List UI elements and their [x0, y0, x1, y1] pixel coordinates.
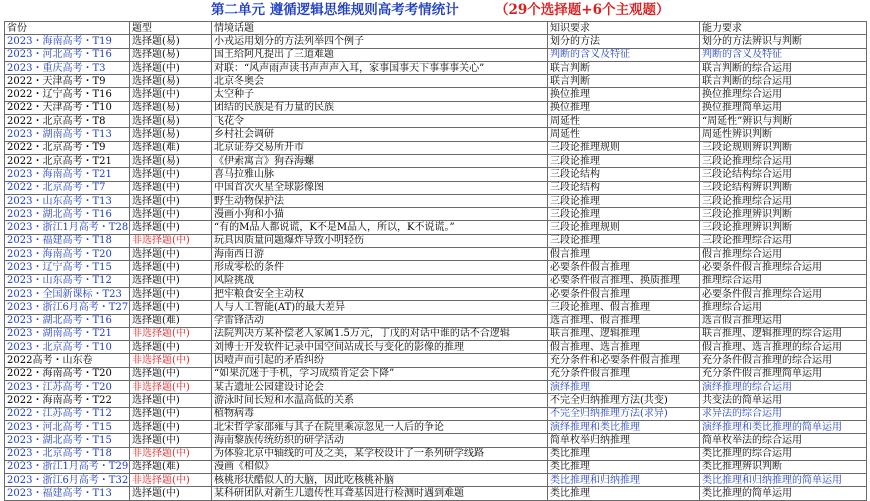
table-row — [5, 61, 867, 74]
cell-type: 选择题(易) — [130, 115, 212, 128]
cell-context: 海南黎族传统纺织的研学活动 — [212, 434, 548, 447]
cell-knowledge: 三段论推理、假言推理 — [548, 301, 700, 314]
cell-ability: 假言推理综合运用 — [700, 248, 867, 261]
cell-context: 风险挑战 — [212, 274, 548, 287]
cell-type: 选择题(中) — [130, 194, 212, 207]
cell-province: 2023・湖北高考・T16 — [5, 208, 130, 221]
cell-knowledge: 三段论结构 — [548, 168, 700, 181]
cell-knowledge: 联言判断 — [548, 75, 700, 88]
cell-province: 2023・重庆高考・T3 — [5, 61, 130, 74]
cell-context: “有的M品人都说谎，K不是M品人，所以，K不说谎。” — [212, 221, 548, 234]
cell-context: 中国首次火星全球影像图 — [212, 181, 548, 194]
cell-province: 2022・北京高考・T9 — [5, 141, 130, 154]
cell-context: 对联：“风声雨声读书声声声入耳，家事国事天下事事事关心” — [212, 61, 548, 74]
cell-context: 法院判决方某补偿老人家属1.5万元，丁戊的对话中谁的话不合逻辑 — [212, 327, 548, 340]
cell-type: 选择题(中) — [130, 434, 212, 447]
cell-type: 选择题(易) — [130, 101, 212, 114]
table-row — [5, 460, 867, 473]
cell-province: 2022高考・山东卷 — [5, 354, 130, 367]
cell-ability: 三段论推理辨识判断 — [700, 221, 867, 234]
cell-province: 2023・北京高考・T18 — [5, 447, 130, 460]
cell-type: 选择题(易) — [130, 154, 212, 167]
cell-context: 《伊索寓言》狗吞海螺 — [212, 154, 548, 167]
cell-province: 2022・江苏高考・T12 — [5, 407, 130, 420]
cell-province: 2022・辽宁高考・T16 — [5, 88, 130, 101]
cell-province: 2023・河北高考・T15 — [5, 420, 130, 433]
cell-knowledge: 类比推理 — [548, 460, 700, 473]
cell-context: 野生动物保护法 — [212, 194, 548, 207]
table-row — [5, 248, 867, 261]
document-title — [0, 0, 870, 21]
cell-ability: 三段论推理综合运用 — [700, 194, 867, 207]
cell-knowledge: 演绎推理 — [548, 381, 700, 394]
cell-context: 小戎运用划分的方法列举四个例子 — [212, 35, 548, 48]
cell-context: 某古遗址公园建设讨论会 — [212, 381, 548, 394]
cell-province: 2022・北京高考・T7 — [5, 181, 130, 194]
table-row — [5, 208, 867, 221]
cell-context: 植物病毒 — [212, 407, 548, 420]
cell-type: 选择题(中) — [130, 394, 212, 407]
cell-knowledge: 演绎推理和类比推理 — [548, 420, 700, 433]
cell-province: 2023・福建高考・T13 — [5, 487, 130, 500]
cell-knowledge: 不完全归纳推理方法(求异) — [548, 407, 700, 420]
cell-context: 北京证券交易所开市 — [212, 141, 548, 154]
table-row — [5, 261, 867, 274]
cell-knowledge: 充分条件和必要条件假言推理 — [548, 354, 700, 367]
cell-ability: 选言假言推理运用 — [700, 314, 867, 327]
cell-context: 刘博士开发软件记录中国空间站成长与变化的影像的推理 — [212, 341, 548, 354]
cell-type: 非选择题(中) — [130, 327, 212, 340]
cell-type: 选择题(中) — [130, 181, 212, 194]
cell-knowledge: 必要条件假言推理 — [548, 261, 700, 274]
exam-stats-table — [4, 21, 867, 501]
cell-ability: “周延性”辨识与判断 — [700, 115, 867, 128]
cell-type: 选择题(中) — [130, 420, 212, 433]
cell-context: 漫画小狗和小猫 — [212, 208, 548, 221]
table-row — [5, 274, 867, 287]
cell-ability: 求异法的综合运用 — [700, 407, 867, 420]
cell-ability: 三段论结构综合运用 — [700, 168, 867, 181]
cell-context: 喜马拉雅山脉 — [212, 168, 548, 181]
cell-type: 非选择题(中) — [130, 474, 212, 487]
cell-type: 选择题(中) — [130, 61, 212, 74]
cell-ability: 三段论推理综合运用 — [700, 154, 867, 167]
cell-province: 2023・浙江6月高考・T32 — [5, 474, 130, 487]
cell-knowledge: 类比推理和归纳推理 — [548, 474, 700, 487]
table-row — [5, 141, 867, 154]
cell-context: 游泳时间长短和水温高低的关系 — [212, 394, 548, 407]
cell-type: 选择题(易) — [130, 75, 212, 88]
table-row — [5, 75, 867, 88]
cell-ability: 推理综合运用 — [700, 274, 867, 287]
cell-ability: 类比推理和归纳推理的简单运用 — [700, 474, 867, 487]
cell-ability: 必要条件假言推理综合运用 — [700, 287, 867, 300]
cell-province: 2023・浙江6月高考・T27 — [5, 301, 130, 314]
cell-knowledge: 换位推理 — [548, 101, 700, 114]
cell-ability: 类比推理的简单运用 — [700, 487, 867, 500]
cell-province: 2023・湖北高考・T15 — [5, 434, 130, 447]
cell-knowledge: 三段论结构 — [548, 181, 700, 194]
cell-ability: 联言判断的综合运用 — [700, 75, 867, 88]
cell-type: 选择题(难) — [130, 141, 212, 154]
cell-context: 学雷锋活动 — [212, 314, 548, 327]
cell-knowledge: 三段论推理规则 — [548, 141, 700, 154]
cell-context: 为体验北京中轴线的可及之美，某学校设计了一系列研学线路 — [212, 447, 548, 460]
cell-province: 2022・北京高考・T8 — [5, 115, 130, 128]
table-row — [5, 154, 867, 167]
table-row — [5, 287, 867, 300]
table-row — [5, 327, 867, 340]
cell-type: 选择题(中) — [130, 287, 212, 300]
cell-province: 2023・全国新课标・T23 — [5, 287, 130, 300]
cell-ability: 三段论推理辨识判断 — [700, 208, 867, 221]
cell-knowledge: 简单枚举归纳推理 — [548, 434, 700, 447]
cell-type: 选择题(中) — [130, 261, 212, 274]
cell-type: 选择题(难) — [130, 460, 212, 473]
cell-province: 2022・天津高考・T10 — [5, 101, 130, 114]
table-body — [5, 35, 867, 500]
cell-ability: 充分条件假言推理的综合运用 — [700, 354, 867, 367]
cell-ability: 划分的方法辨识与判断 — [700, 35, 867, 48]
cell-province: 2023・福建高考・T18 — [5, 234, 130, 247]
cell-context: 玩具因质量问题爆炸导致小明轻伤 — [212, 234, 548, 247]
cell-knowledge: 充分条件假言推理 — [548, 367, 700, 380]
cell-ability: 假言推理、选言推理的综合运用 — [700, 341, 867, 354]
cell-ability: 周延性辨识判断 — [700, 128, 867, 141]
cell-context: 把牢粮食安全主动权 — [212, 287, 548, 300]
cell-ability: 联言判断的综合运用 — [700, 61, 867, 74]
cell-province: 2023・湖南高考・T13 — [5, 128, 130, 141]
cell-type: 非选择题(中) — [130, 381, 212, 394]
cell-ability: 类比推理的综合运用 — [700, 447, 867, 460]
header-ability: 能力要求 — [700, 22, 867, 35]
cell-type: 非选择题(中) — [130, 447, 212, 460]
cell-knowledge: 不完全归纳推理方法(共变) — [548, 394, 700, 407]
cell-type: 选择题(中) — [130, 221, 212, 234]
table-header-row — [5, 22, 867, 35]
cell-province: 2023・河北高考・T16 — [5, 48, 130, 61]
table-row — [5, 88, 867, 101]
cell-knowledge: 假言推理、选言推理 — [548, 341, 700, 354]
cell-context: 北京冬奥会 — [212, 75, 548, 88]
cell-knowledge: 必要条件假言推理、换质推理 — [548, 274, 700, 287]
cell-context: 北宋哲学家邵雍与其子在院里乘凉忽见一人后的争论 — [212, 420, 548, 433]
cell-knowledge: 类比推理 — [548, 447, 700, 460]
table-row — [5, 367, 867, 380]
cell-province: 2023・湖南高考・T21 — [5, 327, 130, 340]
cell-knowledge: 三段论推理 — [548, 194, 700, 207]
cell-ability: 简单枚举法的综合运用 — [700, 434, 867, 447]
cell-context: 漫画《相似》 — [212, 460, 548, 473]
cell-province: 2023・辽宁高考・T15 — [5, 261, 130, 274]
table-row — [5, 394, 867, 407]
cell-knowledge: 类比推理 — [548, 487, 700, 500]
cell-context: 因噎声而引起的矛盾纠纷 — [212, 354, 548, 367]
cell-ability: 演绎推理的综合运用 — [700, 381, 867, 394]
cell-knowledge: 换位推理 — [548, 88, 700, 101]
cell-ability: 推理综合运用 — [700, 301, 867, 314]
cell-type: 选择题(中) — [130, 487, 212, 500]
table-row — [5, 301, 867, 314]
table-row — [5, 234, 867, 247]
cell-type: 选择题(中) — [130, 301, 212, 314]
cell-knowledge: 周延性 — [548, 115, 700, 128]
cell-knowledge: 周延性 — [548, 128, 700, 141]
table-row — [5, 115, 867, 128]
cell-type: 选择题(中) — [130, 168, 212, 181]
cell-knowledge: 三段论推理规则 — [548, 221, 700, 234]
table-row — [5, 314, 867, 327]
table-row — [5, 407, 867, 420]
cell-province: 2022・海南高考・T22 — [5, 394, 130, 407]
header-knowledge: 知识要求 — [548, 22, 700, 35]
table-row — [5, 420, 867, 433]
cell-type: 选择题(易) — [130, 128, 212, 141]
table-row — [5, 35, 867, 48]
cell-type: 选择题(易) — [130, 48, 212, 61]
table-row — [5, 101, 867, 114]
cell-province: 2023・海南高考・T20 — [5, 248, 130, 261]
cell-ability: 演绎推理和类比推理的简单运用 — [700, 420, 867, 433]
cell-context: 海南西日游 — [212, 248, 548, 261]
cell-knowledge: 三段论推理 — [548, 208, 700, 221]
cell-type: 选择题(中) — [130, 248, 212, 261]
cell-ability: 三段论规则辨识判断 — [700, 141, 867, 154]
cell-context: “如果沉迷于手机，学习成绩肯定会下降” — [212, 367, 548, 380]
cell-province: 2023・浙江1月高考・T29 — [5, 460, 130, 473]
table-row — [5, 447, 867, 460]
cell-province: 2023・浙江1月高考・T28 — [5, 221, 130, 234]
cell-province: 2023・山东高考・T12 — [5, 274, 130, 287]
table-row — [5, 194, 867, 207]
cell-type: 非选择题(中) — [130, 234, 212, 247]
cell-knowledge: 必要条件假言推理 — [548, 287, 700, 300]
table-row — [5, 181, 867, 194]
title-text: 第二单元 遵循逻辑思维规则高考考情统计 — [211, 2, 459, 18]
cell-context: 某科研团队对新生儿遗传性耳聋基因进行检测时遇到难题 — [212, 487, 548, 500]
cell-type: 选择题(易) — [130, 35, 212, 48]
table-row — [5, 354, 867, 367]
cell-knowledge: 三段论推理 — [548, 234, 700, 247]
table-row — [5, 48, 867, 61]
cell-ability: 共变法的简单运用 — [700, 394, 867, 407]
cell-knowledge: 联言推理、逻辑推理 — [548, 327, 700, 340]
cell-province: 2022・海南高考・T20 — [5, 367, 130, 380]
header-type: 题型 — [130, 22, 212, 35]
header-context: 情境话题 — [212, 22, 548, 35]
table-row — [5, 221, 867, 234]
cell-ability: 联言推理、逻辑推理的综合运用 — [700, 327, 867, 340]
cell-province: 2022・北京高考・T21 — [5, 154, 130, 167]
cell-context: 国王给阿凡提出了三道难题 — [212, 48, 548, 61]
cell-province: 2023・北京高考・T10 — [5, 341, 130, 354]
title-subtitle: （29个选择题+6个主观题） — [495, 2, 670, 18]
cell-context: 形成零松的条件 — [212, 261, 548, 274]
cell-province: 2022・天津高考・T9 — [5, 75, 130, 88]
cell-type: 选择题(中) — [130, 88, 212, 101]
cell-knowledge: 三段论推理 — [548, 154, 700, 167]
cell-type: 选择题(中) — [130, 367, 212, 380]
cell-context: 太空种子 — [212, 88, 548, 101]
table-row — [5, 434, 867, 447]
cell-ability: 三段论结构辨识判断 — [700, 181, 867, 194]
cell-type: 选择题(中) — [130, 274, 212, 287]
cell-context: 团结的民族是有力量的民族 — [212, 101, 548, 114]
cell-ability: 换位推理简单运用 — [700, 101, 867, 114]
cell-knowledge: 划分的方法 — [548, 35, 700, 48]
cell-ability: 换位推理综合运用 — [700, 88, 867, 101]
cell-ability: 三段论推理综合运用 — [700, 234, 867, 247]
header-province: 省份 — [5, 22, 130, 35]
cell-province: 2023・山东高考・T13 — [5, 194, 130, 207]
cell-context: 核桃形状酷似人的大脑，因此吃核桃补脑 — [212, 474, 548, 487]
cell-knowledge: 假言推理 — [548, 248, 700, 261]
cell-type: 选择题(难) — [130, 314, 212, 327]
cell-ability: 必要条件假言推理综合运用 — [700, 261, 867, 274]
table-row — [5, 168, 867, 181]
cell-type: 选择题(中) — [130, 208, 212, 221]
cell-type: 选择题(中) — [130, 341, 212, 354]
cell-ability: 判断的含义及特征 — [700, 48, 867, 61]
cell-province: 2023・海南高考・T21 — [5, 168, 130, 181]
cell-knowledge: 选言推理、假言推理 — [548, 314, 700, 327]
table-row — [5, 474, 867, 487]
cell-province: 2023・江苏高考・T20 — [5, 381, 130, 394]
cell-knowledge: 判断的含义及特征 — [548, 48, 700, 61]
cell-type: 选择题(中) — [130, 407, 212, 420]
table-row — [5, 381, 867, 394]
cell-ability: 充分条件假言推理简单运用 — [700, 367, 867, 380]
cell-type: 非选择题(中) — [130, 354, 212, 367]
cell-ability: 类比推理辨识判断 — [700, 460, 867, 473]
cell-knowledge: 联言判断 — [548, 61, 700, 74]
table-row — [5, 341, 867, 354]
cell-province: 2023・海南高考・T19 — [5, 35, 130, 48]
table-row — [5, 128, 867, 141]
cell-context: 飞花令 — [212, 115, 548, 128]
cell-context: 人与人工智能(AT)的最大差异 — [212, 301, 548, 314]
cell-context: 乡村社会调研 — [212, 128, 548, 141]
cell-province: 2023・湖北高考・T16 — [5, 314, 130, 327]
